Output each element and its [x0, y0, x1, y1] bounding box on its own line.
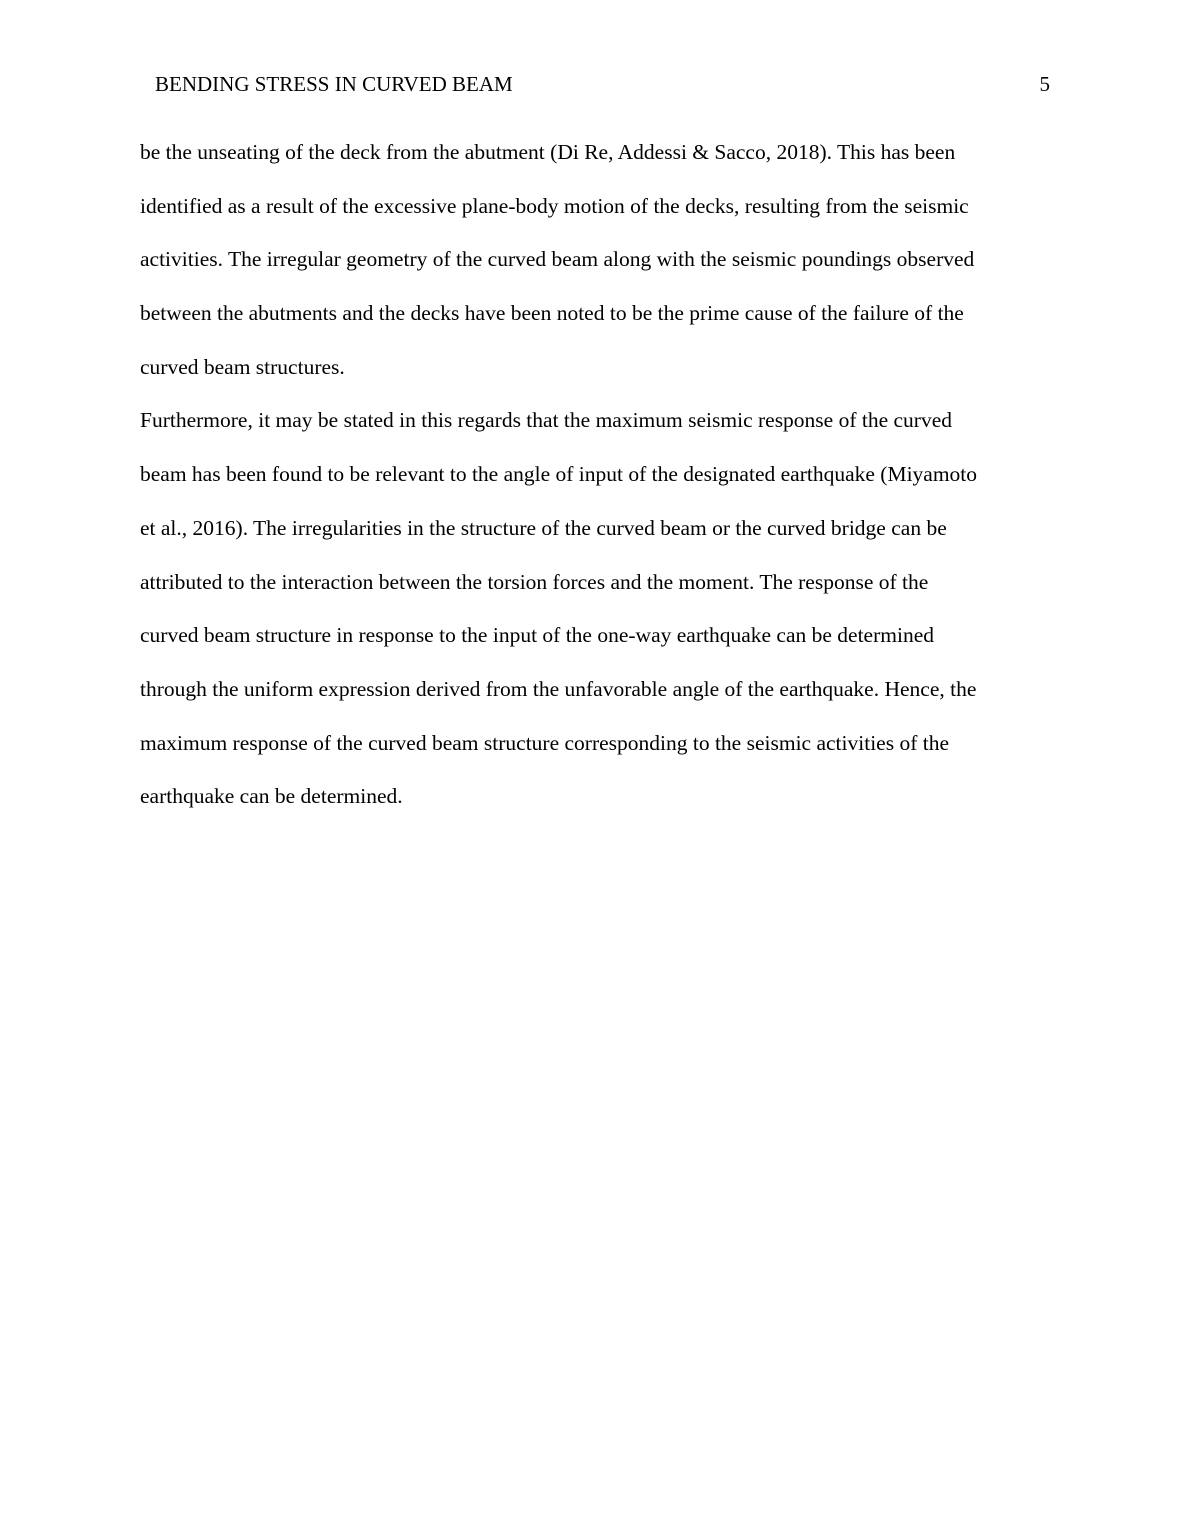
body-line: et al., 2016). The irregularities in the structure of the curved beam or the curved bridge can be — [140, 515, 947, 540]
body-line: identified as a result of the excessive plane-body motion of the decks, resulting from the seismic — [140, 193, 969, 218]
body-line: maximum response of the curved beam structure corresponding to the seismic activities of the — [140, 730, 950, 755]
body-text — [140, 126, 1060, 824]
body-line: activities. The irregular geometry of the curved beam along with the seismic poundings observed — [140, 247, 975, 272]
page-number: 5 — [1039, 72, 1050, 96]
body-line: beam has been found to be relevant to the angle of input of the designated earthquake (Miyamoto — [140, 462, 978, 487]
body-line: through the uniform expression derived from the unfavorable angle of the earthquake. Hence, the — [140, 676, 977, 701]
body-line: be the unseating of the deck from the abutment (Di Re, Addessi & Sacco, 2018). This has been — [140, 140, 956, 164]
body-line: Furthermore, it may be stated in this regards that the maximum seismic response of the curved — [140, 408, 953, 433]
body-line: between the abutments and the decks have been noted to be the prime cause of the failure of the — [140, 301, 964, 326]
body-line: curved beam structures. — [140, 354, 345, 379]
body-line: curved beam structure in response to the input of the one-way earthquake can be determined — [140, 623, 934, 648]
running-head: BENDING STRESS IN CURVED BEAM — [155, 72, 513, 96]
body-line: attributed to the interaction between the torsion forces and the moment. The response of the — [140, 569, 929, 594]
body-line: earthquake can be determined. — [140, 784, 403, 809]
